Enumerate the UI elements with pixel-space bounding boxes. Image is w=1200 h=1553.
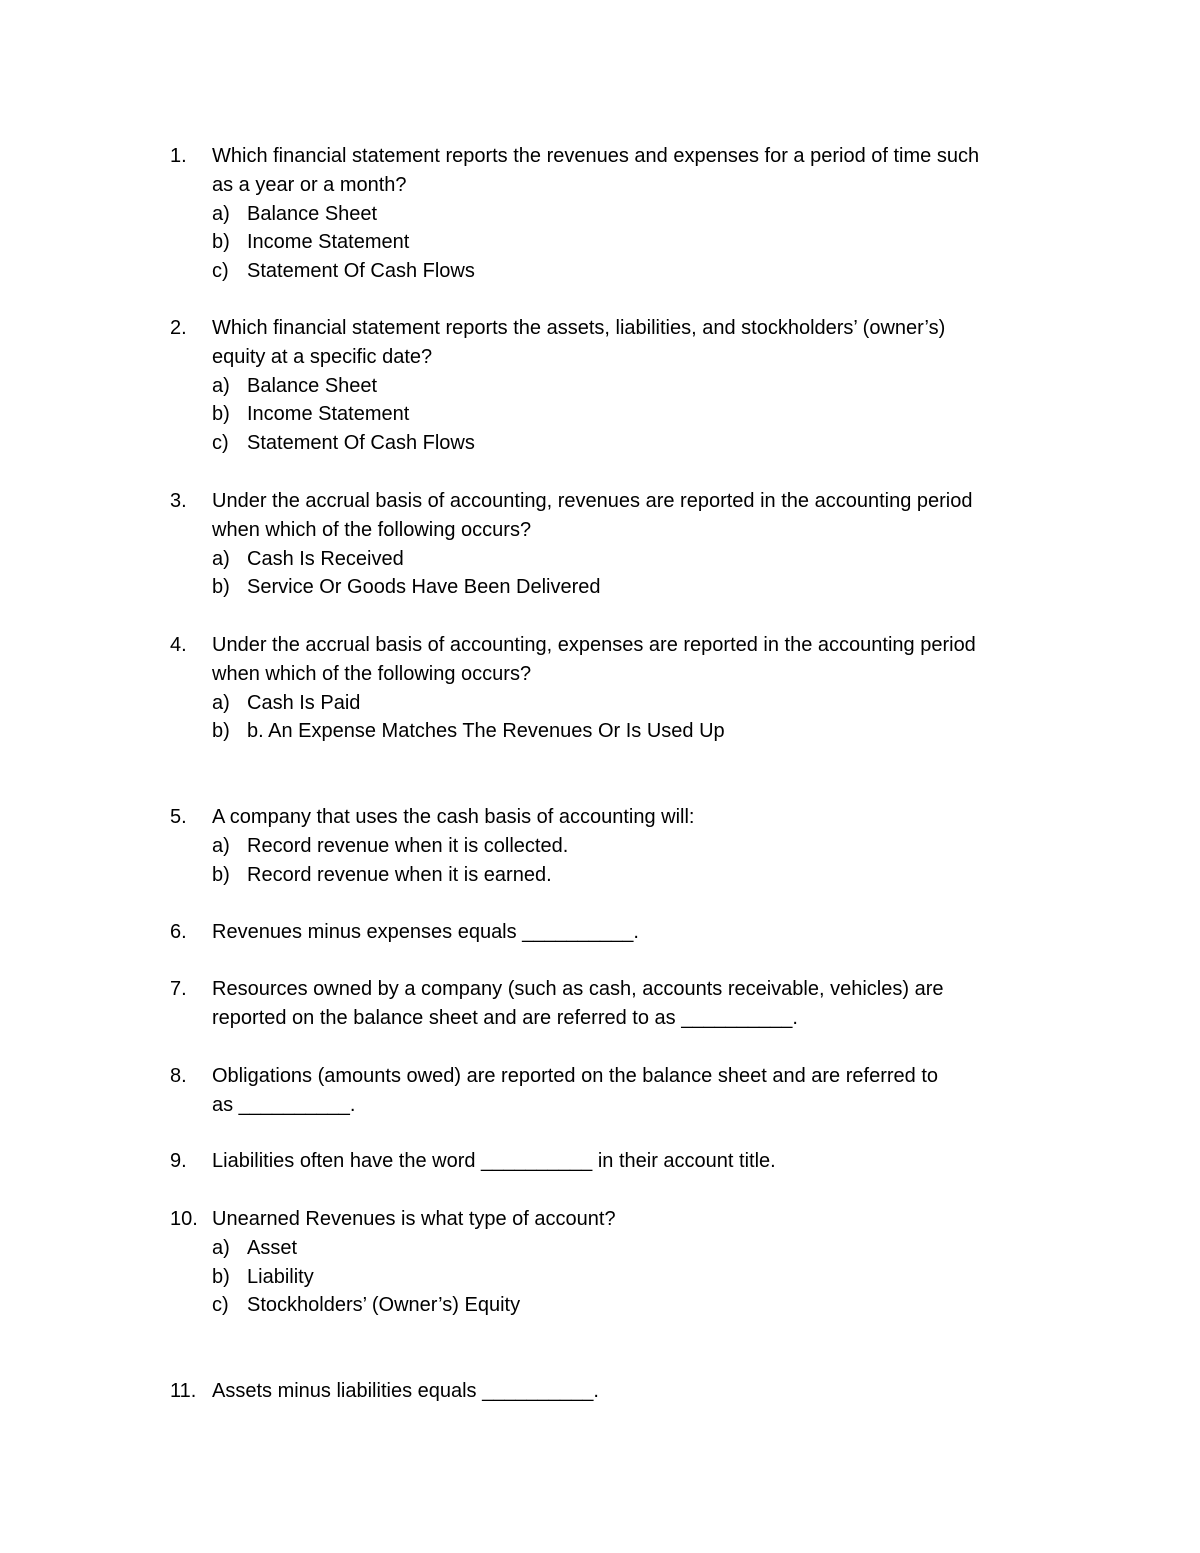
option-letter: a) xyxy=(212,547,230,570)
question-number: 9. xyxy=(170,1150,187,1172)
question-number: 6. xyxy=(170,921,187,943)
option-text: Service Or Goods Have Been Delivered xyxy=(247,576,601,599)
question-3 xyxy=(170,487,1070,602)
question-text: Which financial statement reports the assets, liabilities, and stockholders’ (owner’s) xyxy=(212,317,946,339)
option-text: Stockholders’ (Owner’s) Equity xyxy=(247,1294,521,1317)
option-letter: a) xyxy=(212,691,230,714)
question-6 xyxy=(170,918,1070,947)
question-text: A company that uses the cash basis of accounting will: xyxy=(212,806,695,828)
question-text: Assets minus liabilities equals __________. xyxy=(212,1380,599,1402)
answer-option xyxy=(170,689,1070,718)
question-text: as a year or a month? xyxy=(212,173,407,196)
question-number: 5. xyxy=(170,806,187,828)
option-letter: b) xyxy=(212,1265,230,1288)
question-text: Resources owned by a company (such as cash, accounts receivable, vehicles) are xyxy=(212,978,944,1000)
question-number: 11. xyxy=(170,1380,197,1402)
option-letter: a) xyxy=(212,374,230,397)
answer-option xyxy=(170,1291,1070,1320)
question-number: 4. xyxy=(170,634,187,656)
answer-option xyxy=(170,228,1070,257)
question-10 xyxy=(170,1205,1070,1320)
answer-option xyxy=(170,429,1070,458)
answer-option xyxy=(170,861,1070,890)
question-text: when which of the following occurs? xyxy=(212,518,532,541)
question-2 xyxy=(170,314,1070,458)
option-letter: b) xyxy=(212,863,230,886)
option-text: Income Statement xyxy=(247,231,410,254)
option-text: Record revenue when it is earned. xyxy=(247,863,552,886)
question-text: Revenues minus expenses equals __________. xyxy=(212,921,639,943)
answer-option xyxy=(170,545,1070,574)
question-4 xyxy=(170,631,1070,746)
option-text: Balance Sheet xyxy=(247,374,378,397)
answer-option xyxy=(170,257,1070,286)
answer-option xyxy=(170,573,1070,602)
answer-option xyxy=(170,832,1070,861)
question-text: Under the accrual basis of accounting, expenses are reported in the accounting period xyxy=(212,634,976,656)
option-text: Income Statement xyxy=(247,403,410,426)
answer-option xyxy=(170,200,1070,229)
question-11 xyxy=(170,1377,1070,1406)
option-text: Statement Of Cash Flows xyxy=(247,260,475,283)
option-text: Statement Of Cash Flows xyxy=(247,432,475,455)
question-7 xyxy=(170,975,1070,1033)
question-8 xyxy=(170,1062,1070,1120)
option-text: Record revenue when it is collected. xyxy=(247,834,569,857)
option-text: Cash Is Paid xyxy=(247,691,361,714)
question-number: 10. xyxy=(170,1208,198,1230)
option-letter: b) xyxy=(212,231,230,254)
option-text: Cash Is Received xyxy=(247,547,404,570)
question-text: Which financial statement reports the revenues and expenses for a period of time such xyxy=(212,145,980,167)
option-letter: c) xyxy=(212,432,229,455)
option-text: Asset xyxy=(247,1236,298,1259)
answer-option xyxy=(170,1263,1070,1292)
question-number: 8. xyxy=(170,1065,187,1087)
question-number: 7. xyxy=(170,978,187,1000)
question-number: 2. xyxy=(170,317,187,339)
answer-option xyxy=(170,372,1070,401)
answer-option xyxy=(170,717,1070,746)
question-text: Under the accrual basis of accounting, revenues are reported in the accounting period xyxy=(212,490,973,512)
option-text: Liability xyxy=(247,1265,314,1288)
question-text: reported on the balance sheet and are referred to as __________. xyxy=(212,1006,798,1029)
option-letter: b) xyxy=(212,576,230,599)
option-letter: a) xyxy=(212,1236,230,1259)
question-5 xyxy=(170,803,1070,889)
question-text: as __________. xyxy=(212,1093,356,1116)
answer-option xyxy=(170,1234,1070,1263)
question-text: when which of the following occurs? xyxy=(212,662,532,685)
question-9 xyxy=(170,1147,1070,1176)
question-text: equity at a specific date? xyxy=(212,345,433,368)
option-letter: c) xyxy=(212,260,229,283)
option-letter: a) xyxy=(212,202,230,225)
option-text: Balance Sheet xyxy=(247,202,378,225)
question-number: 1. xyxy=(170,145,187,167)
question-number: 3. xyxy=(170,490,187,512)
question-text: Liabilities often have the word __________ in their account title. xyxy=(212,1150,776,1172)
option-letter: b) xyxy=(212,720,230,743)
question-1 xyxy=(170,142,1070,286)
question-text: Obligations (amounts owed) are reported on the balance sheet and are referred to xyxy=(212,1065,938,1087)
question-text: Unearned Revenues is what type of account? xyxy=(212,1208,616,1230)
option-letter: a) xyxy=(212,834,230,857)
option-letter: c) xyxy=(212,1294,229,1317)
answer-option xyxy=(170,400,1070,429)
option-text: b. An Expense Matches The Revenues Or Is Used Up xyxy=(247,720,725,743)
option-letter: b) xyxy=(212,403,230,426)
